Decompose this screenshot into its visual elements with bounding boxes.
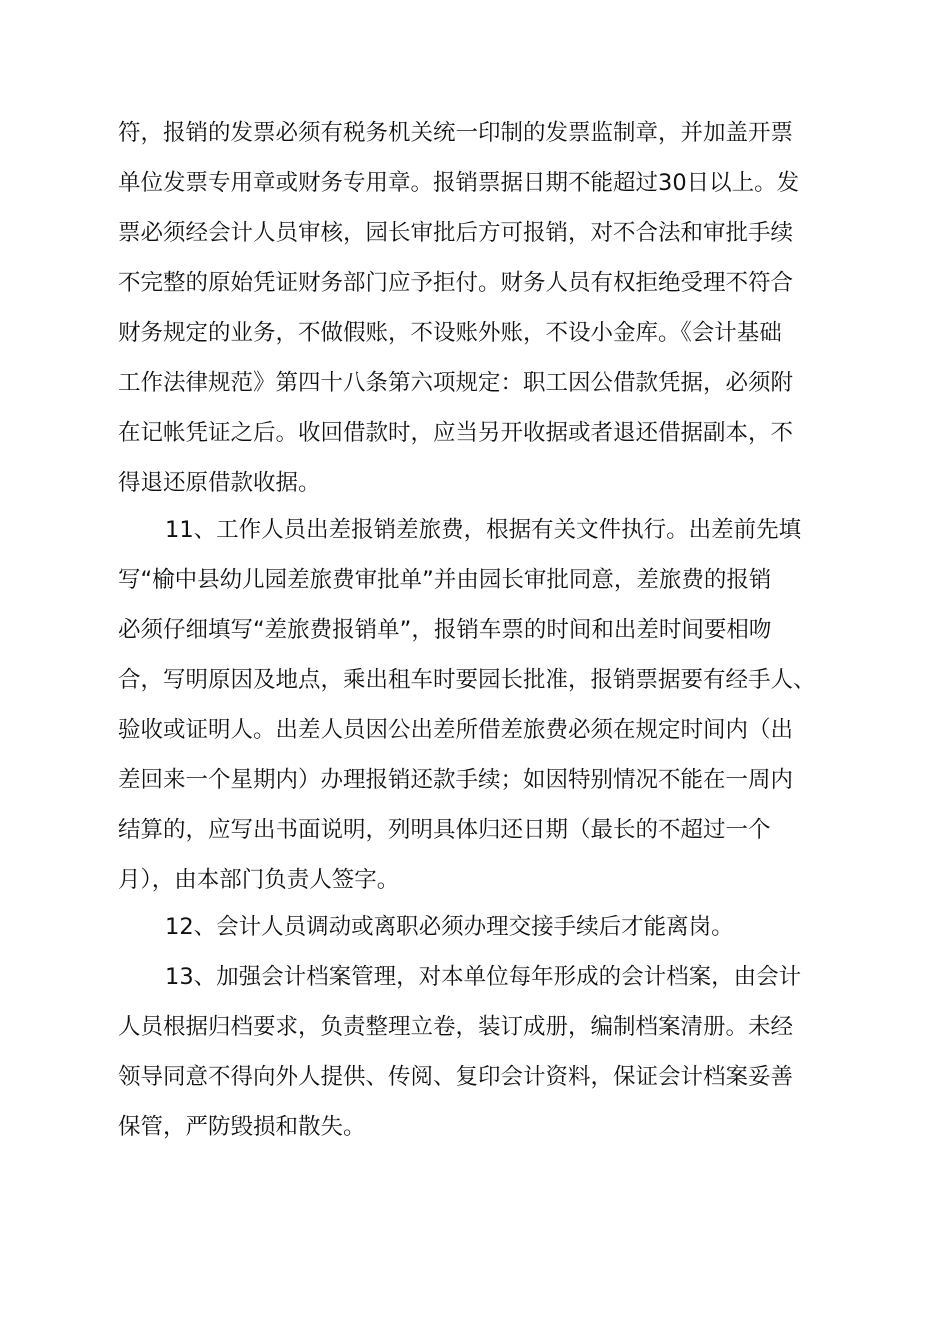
paragraph-13-first-line: 13、加强会计档案管理，对本单位每年形成的会计档案，由会计 [165, 964, 802, 990]
text-line: 票必须经会计人员审核，园长审批后方可报销，对不合法和审批手续 [118, 220, 794, 246]
text-line: 必须仔细填写“差旅费报销单”，报销车票的时间和出差时间要相吻 [118, 617, 772, 643]
paragraph-12: 12、会计人员调动或离职必须办理交接手续后才能离岗。 [165, 914, 734, 940]
text-line: 财务规定的业务，不做假账，不设账外账，不设小金库。《会计基础 [118, 320, 782, 346]
text-line: 单位发票专用章或财务专用章。报销票据日期不能超过30日以上。发 [118, 170, 800, 196]
text-line: 领导同意不得向外人提供、传阅、复印会计资料，保证会计档案妥善 [118, 1064, 794, 1090]
text-line: 在记帐凭证之后。收回借款时，应当另开收据或者退还借据副本，不 [118, 420, 794, 446]
text-line: 不完整的原始凭证财务部门应予拒付。财务人员有权拒绝受理不符合 [118, 270, 794, 296]
text-line: 验收或证明人。出差人员因公出差所借差旅费必须在规定时间内（出 [118, 717, 794, 743]
text-line: 符，报销的发票必须有税务机关统一印制的发票监制章，并加盖开票 [118, 120, 794, 146]
text-line: 得退还原借款收据。 [118, 470, 321, 496]
text-line: 结算的，应写出书面说明，列明具体归还日期（最长的不超过一个 [118, 817, 771, 843]
text-line: 工作法律规范》第四十八条第六项规定：职工因公借款凭据，必须附 [118, 370, 794, 396]
paragraph-11-first-line: 11、工作人员出差报销差旅费，根据有关文件执行。出差前先填 [165, 517, 802, 543]
text-line: 合，写明原因及地点，乘出租车时要园长批准，报销票据要有经手人、 [118, 667, 816, 693]
text-line: 写“榆中县幼儿园差旅费审批单”并由园长审批同意，差旅费的报销 [118, 567, 772, 593]
text-line: 人员根据归档要求，负责整理立卷，装订成册，编制档案清册。未经 [118, 1014, 794, 1040]
text-line: 月），由本部门负责人签字。 [118, 867, 400, 893]
text-line: 差回来一个星期内）办理报销还款手续；如因特别情况不能在一周内 [118, 767, 794, 793]
text-line: 保管，严防毁损和散失。 [118, 1114, 366, 1140]
